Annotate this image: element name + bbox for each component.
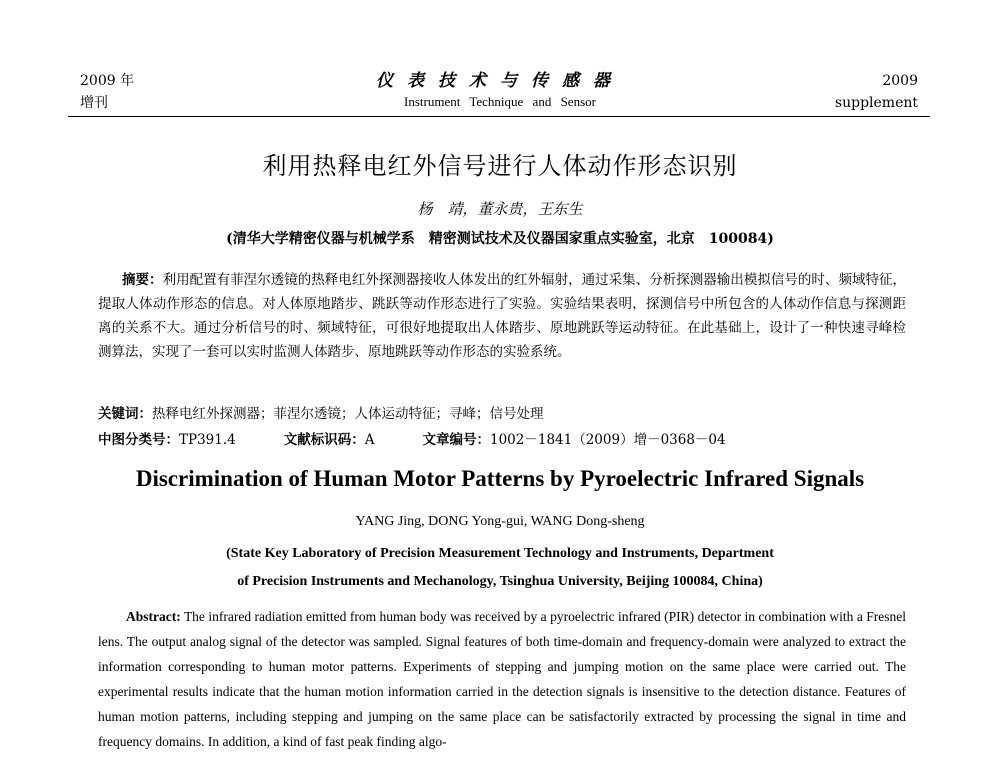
- header-year-en: 2009: [882, 73, 918, 89]
- header-issue-en: supplement: [834, 95, 918, 111]
- abstract-en: [98, 604, 906, 754]
- article-no-value: 1002－1841（2009）增－0368－04: [490, 432, 726, 448]
- affiliation-en-line2: of Precision Instruments and Mechanology, Tsinghua University, Beijing 100084, China): [237, 574, 763, 589]
- abstract-en-label: Abstract:: [126, 609, 181, 624]
- journal-name-cn: 仪表技术与传感器: [376, 71, 624, 91]
- header-right: [835, 70, 918, 114]
- authors-en: YANG Jing, DONG Yong-gui, WANG Dong-sheng: [355, 514, 645, 529]
- title-en: Discrimination of Human Motor Patterns by Pyroelectric Infrared Signals: [135, 466, 865, 491]
- header-year-cn: 2009 年: [80, 73, 135, 89]
- classification-line: [98, 428, 906, 452]
- doc-code-label: 文献标识码：: [283, 432, 365, 448]
- title-cn: 利用热释电红外信号进行人体动作形态识别: [262, 152, 738, 180]
- journal-name-en: Instrument Technique and Sensor: [404, 94, 596, 109]
- header-issue-cn: 增刊: [80, 95, 108, 111]
- clc-value: TP391.4: [179, 432, 236, 448]
- authors-cn: 杨 靖，董永贵，王东生: [417, 200, 583, 218]
- keywords-cn: [98, 402, 906, 426]
- doc-code-value: A: [364, 432, 375, 448]
- affiliation-en: [0, 540, 1000, 596]
- clc-label: 中图分类号：: [98, 432, 179, 448]
- affiliation-cn: (清华大学精密仪器与机械学系 精密测试技术及仪器国家重点实验室，北京 100084): [226, 231, 774, 247]
- article-no-label: 文章编号：: [422, 432, 490, 448]
- abstract-cn-text: 利用配置有菲涅尔透镜的热释电红外探测器接收人体发出的红外辐射，通过采集、分析探测器输出模拟信号的时、频域特征，提取人体动作形态的信息。对人体原地踏步、跳跃等动作形态进行了实验。实验结果表明，探测信号中所包含的人体动作信息与探测距离的关系不大。通过分析信号的时、频域特征，可很好地提取出人体踏步、原地跳跃等运动特征。在此基础上，设计了一种快速寻峰检测算法，实现了一套可以实时监测人体踏步、原地跳跃等动作形态的实验系统。: [98, 272, 907, 360]
- affiliation-en-line1: (State Key Laboratory of Precision Measurement Technology and Instruments, Department: [226, 546, 774, 561]
- abstract-cn: [98, 268, 906, 364]
- keywords-cn-label: 关键词：: [98, 406, 152, 422]
- abstract-en-text: The infrared radiation emitted from human body was received by a pyroelectric infrared (PIR) detector in combination with a Fresnel lens. The output analog signal of the detector was sampled. Signal features of both time-domain and frequency-domain were analyzed to extract the information corresponding to human motor patterns. Experiments of stepping and jumping motion on the same place were carried out. The experimental results indicate that the human motion information carried in the detection signals is insensitive to the detection distance. Features of human motion patterns, including stepping and jumping on the same place can be satisfactorily extracted by processing the signal in time and frequency domains. In addition, a kind of fast peak finding algo-: [98, 609, 906, 749]
- abstract-cn-label: 摘要：: [122, 272, 163, 288]
- keywords-cn-text: 热释电红外探测器；菲涅尔透镜；人体运动特征；寻峰；信号处理: [152, 406, 544, 422]
- header-rule: [68, 116, 930, 117]
